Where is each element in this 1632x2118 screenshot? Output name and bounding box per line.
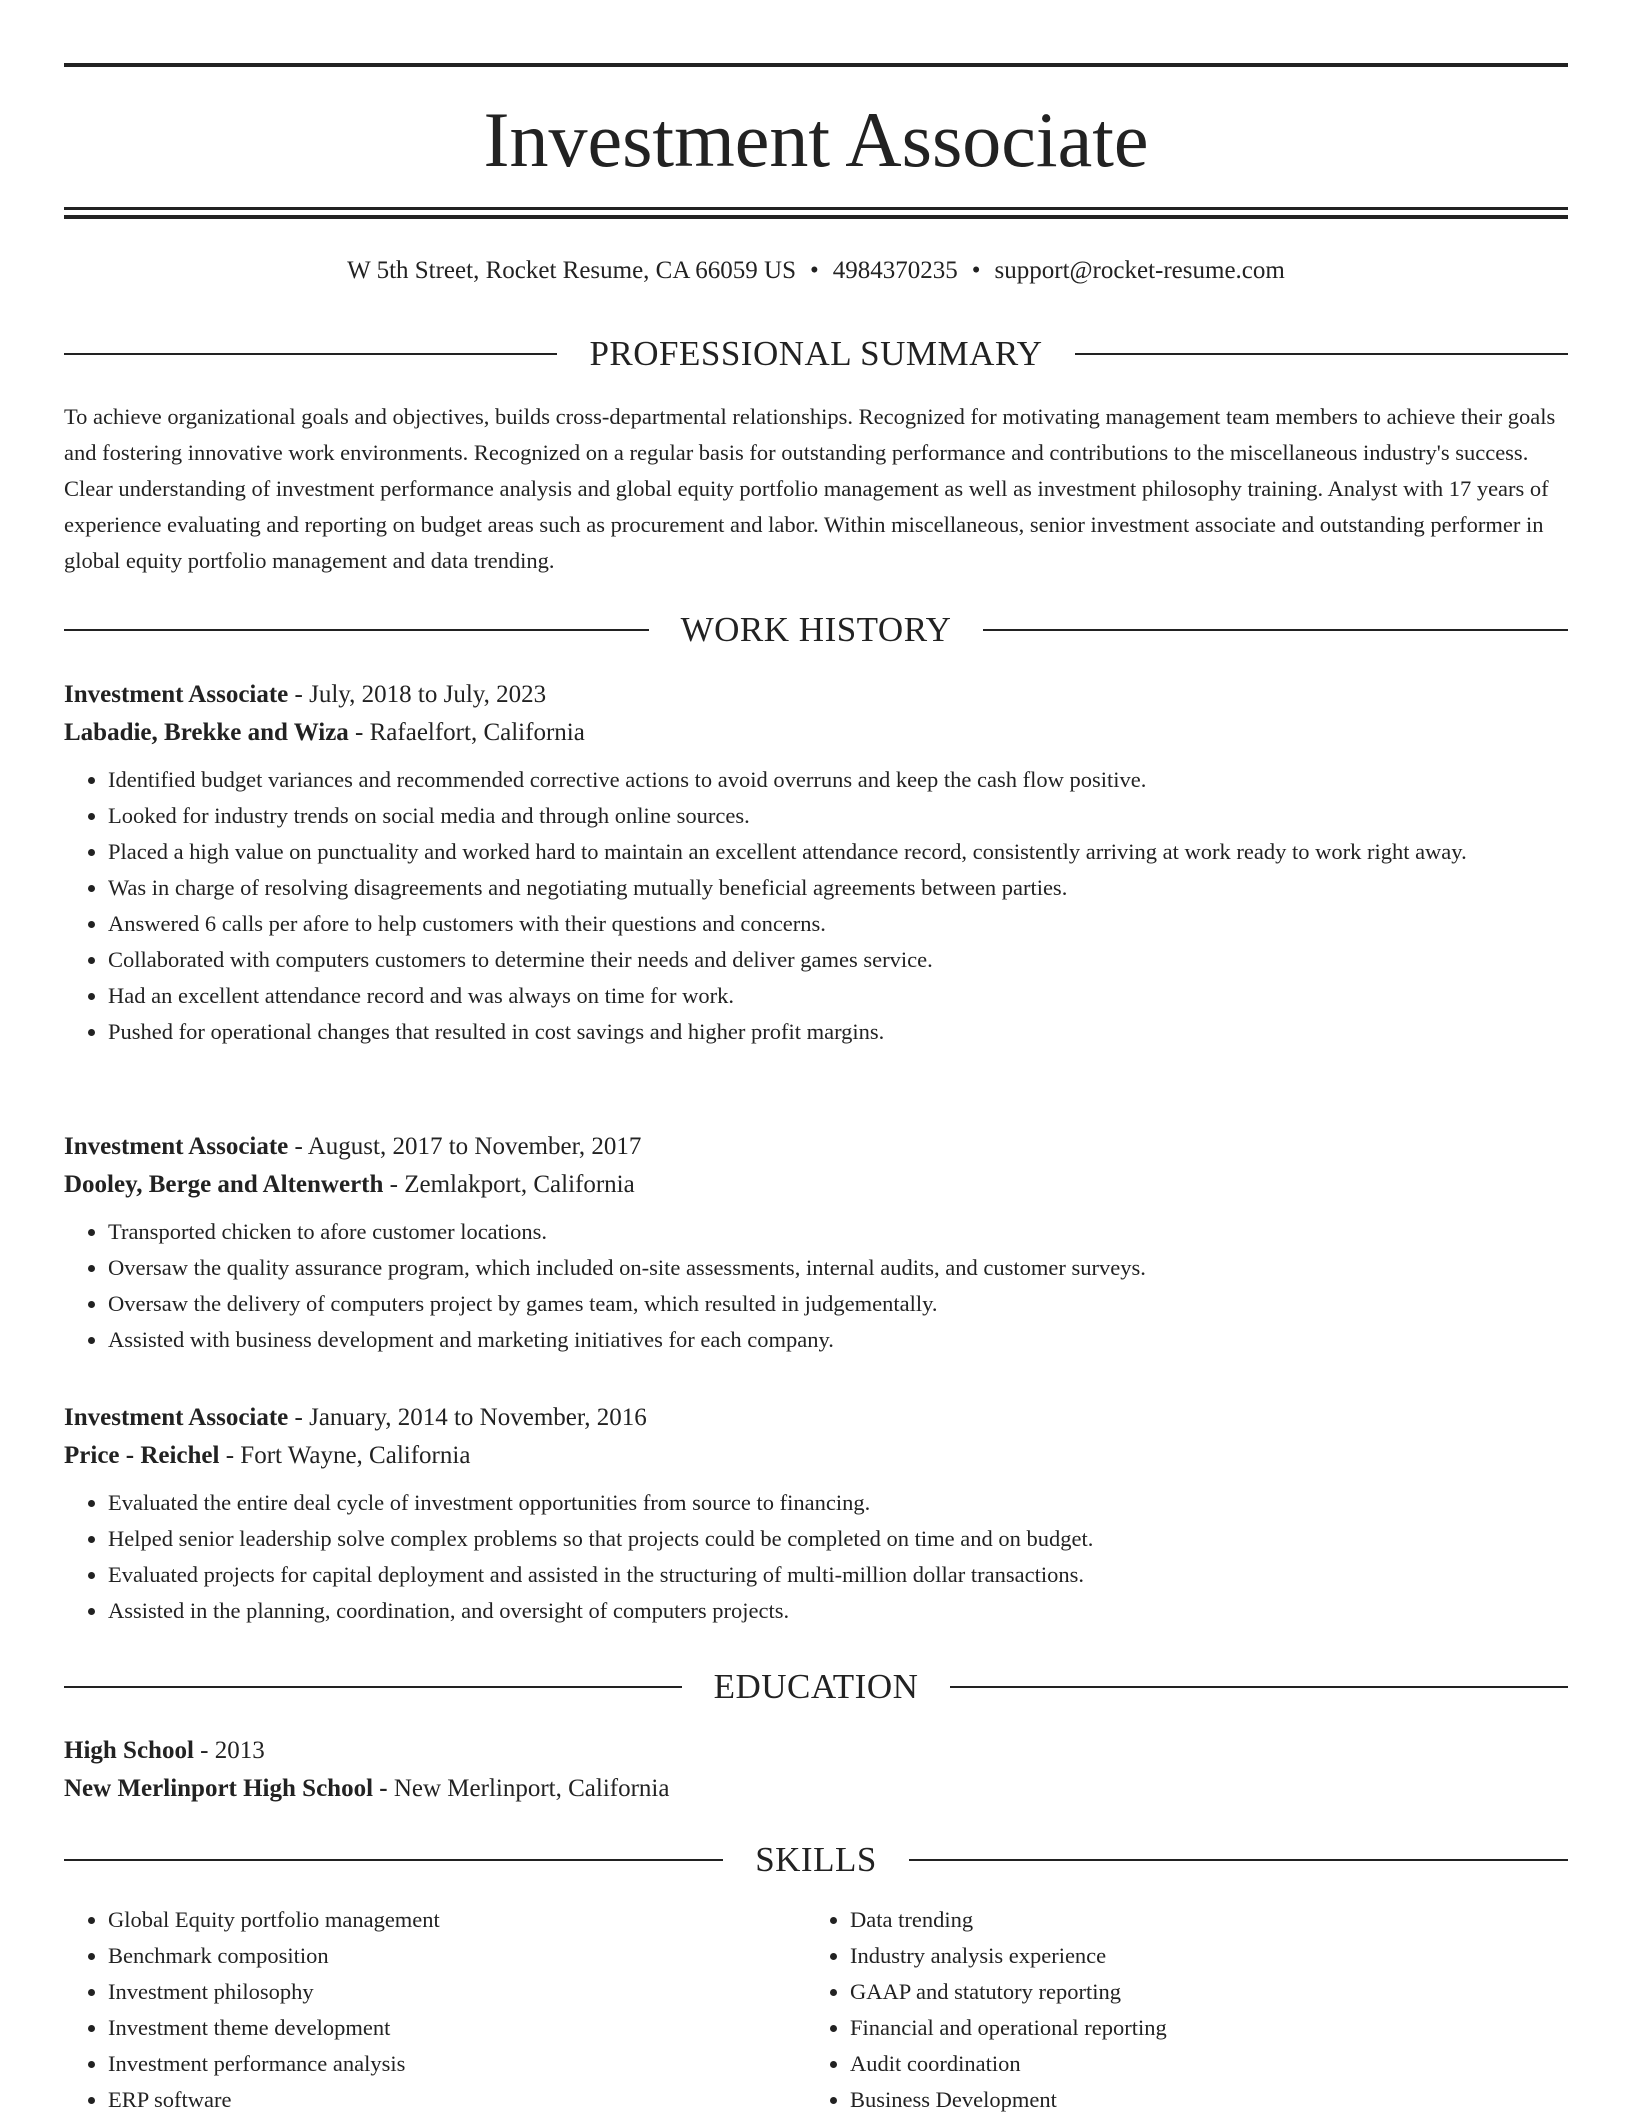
job-bullets: [64, 1485, 1568, 1629]
job-dates: - January, 2014 to November, 2016: [294, 1404, 647, 1431]
section-heading-summary: [64, 332, 1568, 376]
contact-email: support@rocket-resume.com: [994, 257, 1285, 284]
section-heading-skills: [64, 1838, 1568, 1882]
list-item: • Answered 6 calls per afore to help customers with their questions and concerns.: [108, 906, 1568, 942]
job-title: Investment Associate: [64, 1404, 289, 1431]
list-item: • Helped senior leadership solve complex problems so that projects could be completed on time and on budget.: [108, 1521, 1568, 1557]
job-location: - Zemlakport, California: [389, 1171, 635, 1198]
list-item: • Had an excellent attendance record and was always on time for work.: [108, 978, 1568, 1014]
education-location: New Merlinport, California: [393, 1775, 670, 1802]
contact-separator: •: [971, 257, 981, 284]
list-item: • Pushed for operational changes that resulted in cost savings and higher profit margins.: [108, 1014, 1568, 1050]
section-title: SKILLS: [755, 1840, 877, 1879]
section-heading-work: [64, 608, 1568, 652]
contact-line: [64, 253, 1568, 289]
heading-rule: [64, 1686, 682, 1688]
section-heading-education: [64, 1665, 1568, 1709]
title-rule-upper: [64, 207, 1568, 210]
education-school: New Merlinport High School -: [64, 1775, 388, 1802]
list-item: • Business Development: [850, 2082, 1167, 2118]
skills-column-right: [64, 1902, 1167, 2118]
job-company: Price - Reichel: [64, 1442, 220, 1469]
skills-list: [64, 1902, 1568, 2118]
section-title: WORK HISTORY: [680, 610, 952, 649]
summary-text: To achieve organizational goals and objectives, builds cross-departmental relationships. Recognized for motivating management team members to achieve their goals and fostering innovative work environments. Recognized on a regular basis for outstanding performance and contributions to the miscellaneous industry's success. Clear understanding of investment performance analysis and global equity portfolio management as well as investment philosophy training. Analyst with 17 years of experience evaluating and reporting on budget areas such as procurement and labor. Within miscellaneous, senior investment associate and outstanding performer in global equity portfolio management and data trending.: [64, 404, 1556, 573]
heading-rule: [1075, 353, 1568, 355]
list-item: • GAAP and statutory reporting: [850, 1974, 1167, 2010]
list-item: • Investment philosophy: [108, 1974, 816, 2010]
contact-separator: •: [810, 257, 819, 284]
list-item: • Investment theme development: [108, 2010, 816, 2046]
page-title: Investment Associate: [483, 96, 1149, 183]
list-item: • Data trending: [850, 1902, 1167, 1938]
job-company: Dooley, Berge and Altenwerth: [64, 1171, 384, 1198]
list-item: • Investment performance analysis: [108, 2046, 816, 2082]
heading-rule: [64, 353, 557, 355]
list-item: • Audit coordination: [850, 2046, 1167, 2082]
list-item: • Looked for industry trends on social media and through online sources.: [108, 798, 1568, 834]
list-item: • Global Equity portfolio management: [108, 1902, 816, 1938]
job-company: Labadie, Brekke and Wiza: [64, 719, 349, 746]
heading-rule: [950, 1686, 1568, 1688]
list-item: • Placed a high value on punctuality and worked hard to maintain an excellent attendance record, consistently arriving at work ready to work right away.: [108, 834, 1568, 870]
list-item: • Transported chicken to afore customer locations.: [108, 1214, 1568, 1250]
job-location: - Fort Wayne, California: [225, 1442, 471, 1469]
list-item: • ERP software: [108, 2082, 816, 2118]
job-location: - Rafaelfort, California: [355, 719, 585, 746]
list-item: • Identified budget variances and recommended corrective actions to avoid overruns and keep the cash flow positive.: [108, 762, 1568, 798]
contact-phone: 4984370235: [832, 257, 958, 284]
job-title: Investment Associate: [64, 681, 289, 708]
list-item: • Oversaw the quality assurance program, which included on-site assessments, internal audits, and customer surveys.: [108, 1250, 1568, 1286]
list-item: • Industry analysis experience: [850, 1938, 1167, 1974]
section-title: PROFESSIONAL SUMMARY: [589, 334, 1043, 373]
job-entry: [64, 1399, 1568, 1629]
heading-rule: [983, 629, 1568, 631]
heading-rule: [909, 1859, 1568, 1861]
job-entry: [64, 676, 1568, 1050]
list-item: • Evaluated projects for capital deployment and assisted in the structuring of multi-million dollar transactions.: [108, 1557, 1568, 1593]
section-title: EDUCATION: [713, 1667, 919, 1706]
job-entry: [64, 1128, 1568, 1358]
job-bullets: [64, 1214, 1568, 1358]
list-item: • Financial and operational reporting: [850, 2010, 1167, 2046]
title-rule-lower: [64, 215, 1568, 219]
job-title: Investment Associate: [64, 1133, 289, 1160]
top-rule: [64, 63, 1568, 67]
list-item: • Collaborated with computers customers to determine their needs and deliver games service.: [108, 942, 1568, 978]
contact-address: W 5th Street, Rocket Resume, CA 66059 US: [347, 257, 796, 284]
education-year: - 2013: [200, 1737, 265, 1764]
heading-rule: [64, 1859, 723, 1861]
list-item: • Was in charge of resolving disagreements and negotiating mutually beneficial agreements between parties.: [108, 870, 1568, 906]
list-item: • Assisted in the planning, coordination, and oversight of computers projects.: [108, 1593, 1568, 1629]
list-item: • Oversaw the delivery of computers project by games team, which resulted in judgementally.: [108, 1286, 1568, 1322]
job-dates: - July, 2018 to July, 2023: [294, 681, 547, 708]
education-degree: High School: [64, 1737, 194, 1764]
list-item: • Benchmark composition: [108, 1938, 816, 1974]
heading-rule: [64, 629, 649, 631]
list-item: • Evaluated the entire deal cycle of investment opportunities from source to financing.: [108, 1485, 1568, 1521]
list-item: • Assisted with business development and marketing initiatives for each company.: [108, 1322, 1568, 1358]
job-dates: - August, 2017 to November, 2017: [294, 1133, 642, 1160]
education-entry: [64, 1732, 1568, 1808]
job-bullets: [64, 762, 1568, 1050]
